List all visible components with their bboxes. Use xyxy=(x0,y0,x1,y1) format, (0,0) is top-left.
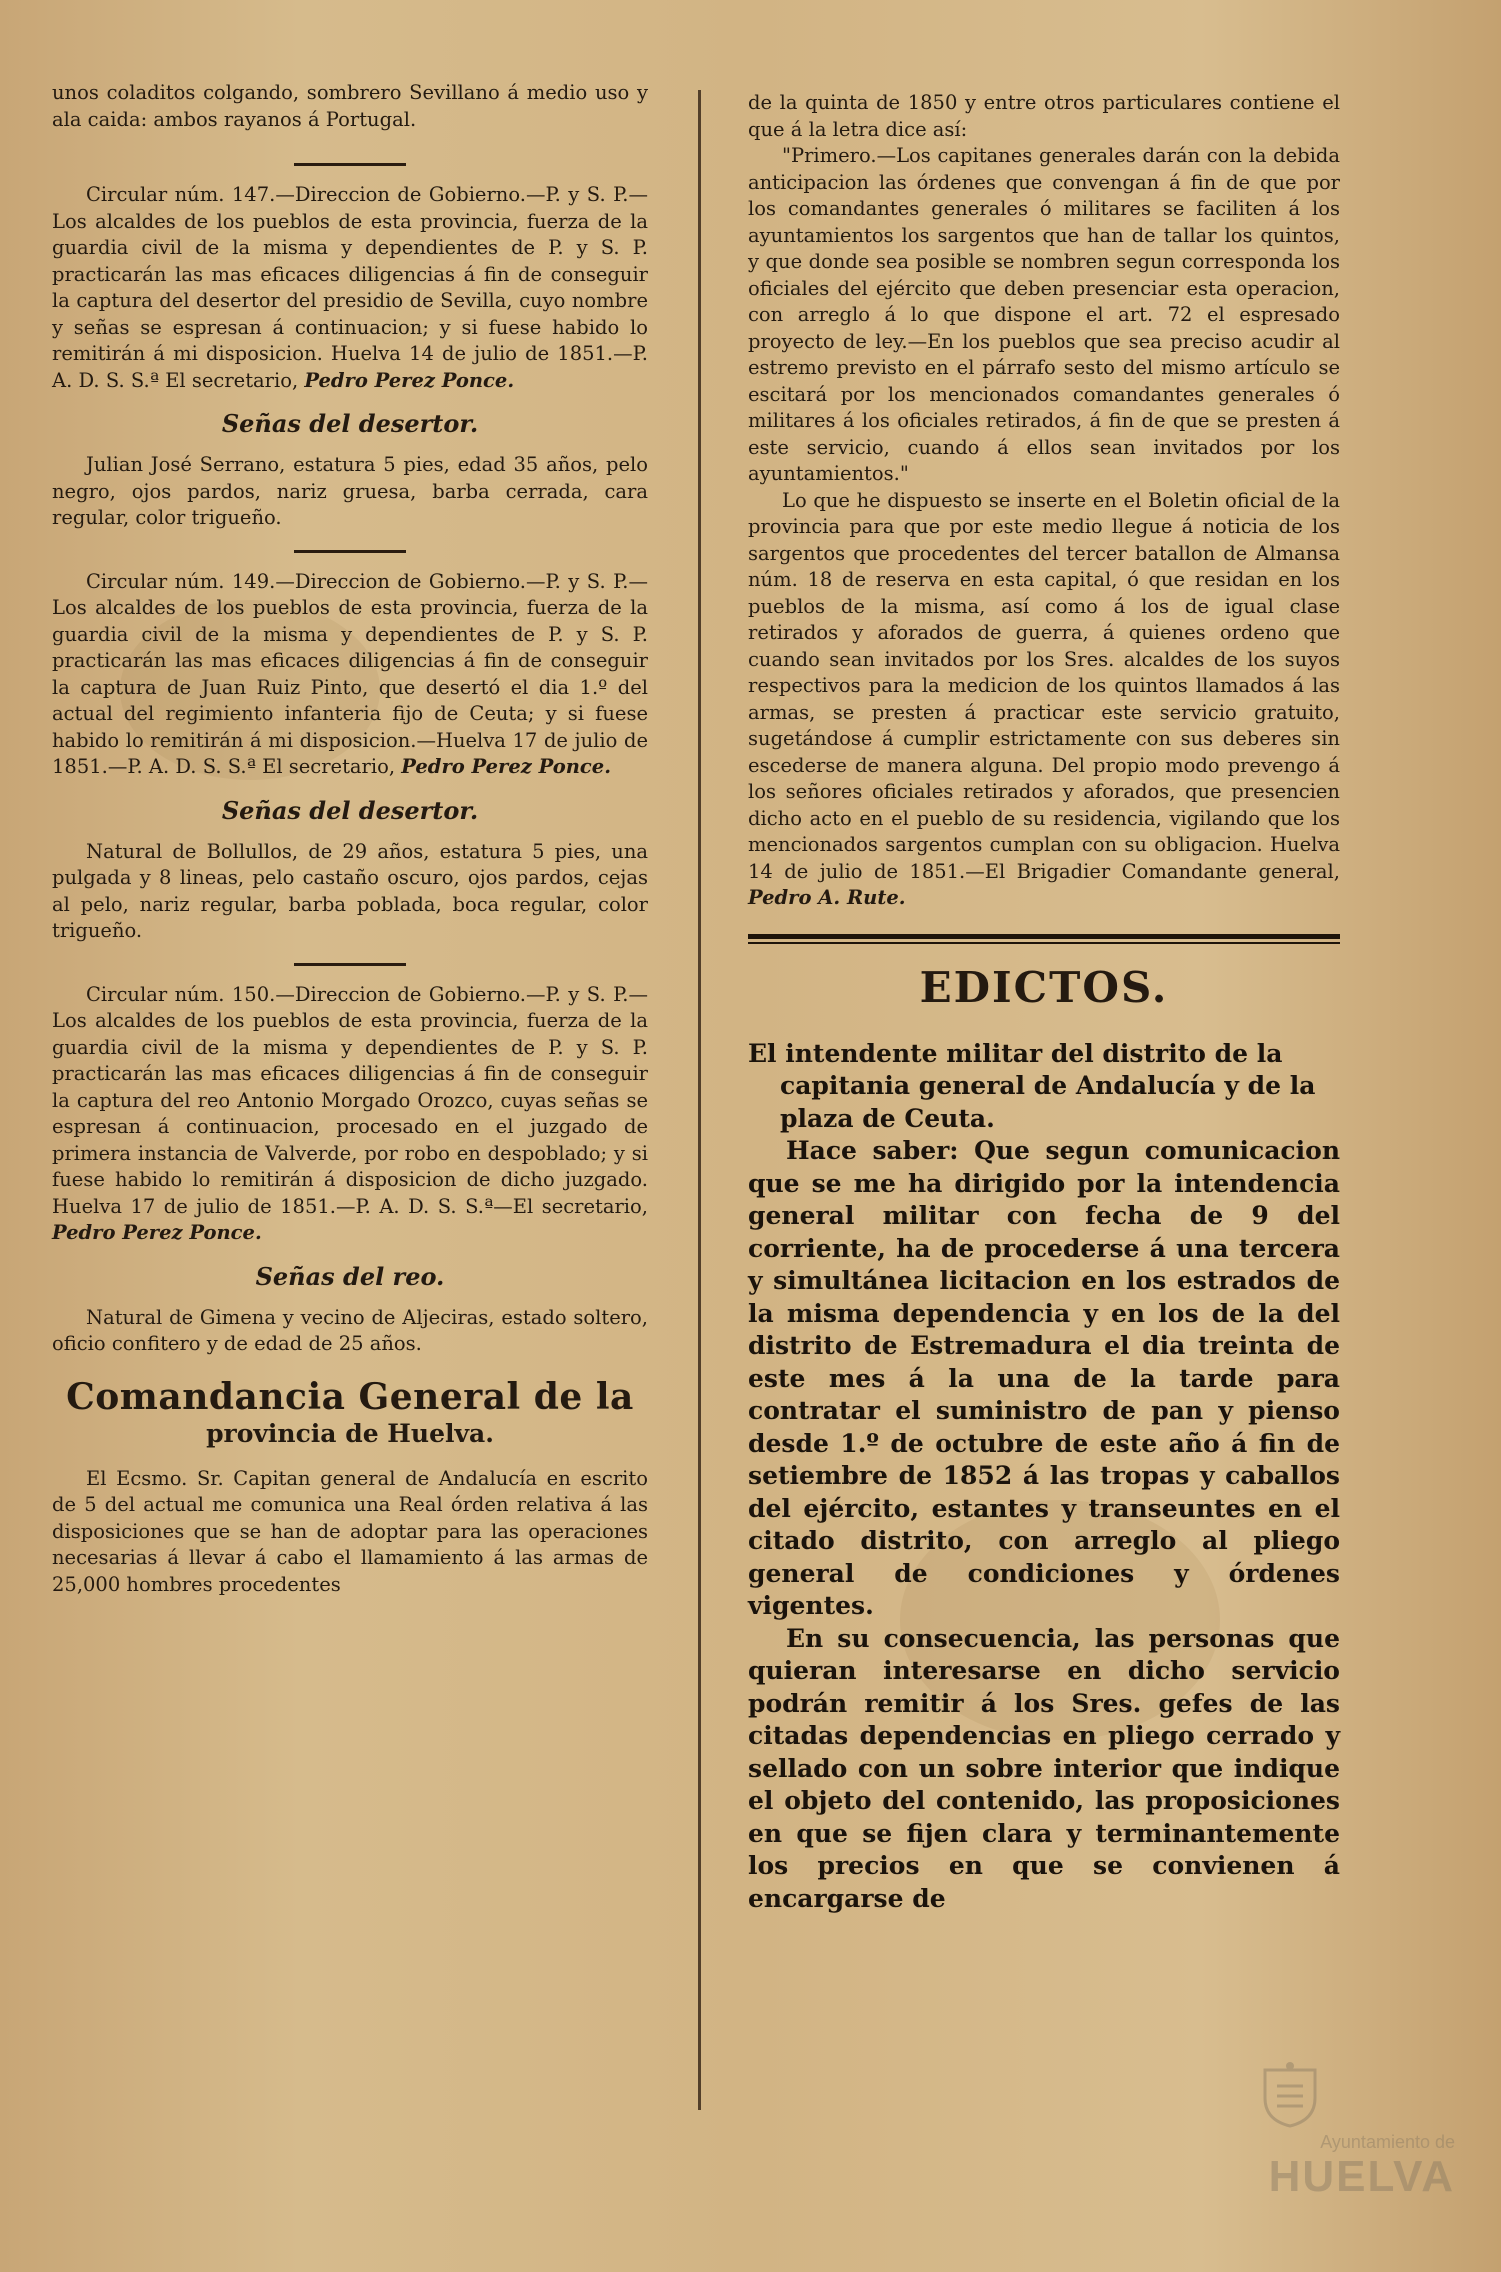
circular-147-subheading: Señas del desertor. xyxy=(221,409,479,438)
edict-section xyxy=(748,1038,1340,1916)
circular-150-text: Circular núm. 150.—Direccion de Gobierno.—P. y S. P.—Los alcaldes de los pueblos de esta provincia, fuerza de la guardia civil de la misma y dependientes de P. y S. P. practicarán las mas eficaces diligencias á fin de conseguir la captura del reo Antonio Morgado Orozco, cuyas señas se espresan á continuacion, procesado en el juzgado de primera instancia de Valverde, por robo en despoblado; y si fuese habido lo remitirán á disposicion de dicho juzgado. Huelva 17 de julio de 1851.—P. A. D. S. S.ª—El secretario, xyxy=(52,982,648,1218)
circular-149-signature: Pedro Perez Ponce. xyxy=(401,755,611,778)
coat-of-arms-icon xyxy=(1255,2060,1325,2130)
watermark-line-2: HUELVA xyxy=(1268,2152,1455,2201)
circular-149-text: Circular núm. 149.—Direccion de Gobierno.—P. y S. P.—Los alcaldes de los pueblos de esta provincia, fuerza de la guardia civil de la misma y dependientes de P. y S. P. practicarán las mas eficaces diligencias á fin de conseguir la captura de Juan Ruiz Pinto, que desertó el dia 1.º del actual del regimiento infanteria fijo de Ceuta; y si fuese habido lo remitirán á mi disposicion.—Huelva 17 de julio de 1851.—P. A. D. S. S.ª El secretario, xyxy=(52,569,648,778)
comandancia-continuation xyxy=(748,488,1340,912)
circular-149 xyxy=(52,569,648,781)
ayuntamiento-watermark xyxy=(1255,2060,1455,2220)
column-divider xyxy=(698,90,701,2110)
quoted-order: "Primero.—Los capitanes generales darán con la debida anticipacion las órdenes que convengan á fin de que por los comandantes generales ó militares se faciliten á los ayuntamientos los sargentos que han de tallar los quintos, y que donde sea posible se nombren segun corresponda los oficiales del ejército que deben presenciar esta operacion, con arreglo á lo que dispone el art. 72 el espresado proyecto de ley.—En los pueblos que sea preciso acudir al estremo previsto en el párrafo sesto del mismo artículo se escitará por los mencionados comandantes generales ó militares á los oficiales retirados, á fin de que se presten á este servicio, cuando á ellos sean invitados por los ayuntamientos." xyxy=(748,144,1340,485)
circular-150-signature: Pedro Perez Ponce. xyxy=(52,1221,262,1244)
circular-149-senas: Natural de Bollullos, de 29 años, estatura 5 pies, una pulgada y 8 lineas, pelo castaño oscuro, ojos pardos, cejas al pelo, nariz regular, barba poblada, boca regular, color trigueño. xyxy=(52,839,648,942)
comandancia-body: El Ecsmo. Sr. Capitan general de Andalucía en escrito de 5 del actual me comunica una Real órden relativa á las disposiciones que se han de adoptar para las operaciones necesarias á llevar á cabo el llamamiento á las armas de 25,000 hombres procedentes xyxy=(52,1466,648,1596)
circular-149-subheading: Señas del desertor. xyxy=(221,795,479,825)
left-column xyxy=(52,80,648,1598)
edict-heading: El intendente militar del distrito de la capitania general de Andalucía y de la plaza de Ceuta. xyxy=(748,1038,1316,1133)
separator xyxy=(294,550,406,553)
circular-150-subheading: Señas del reo. xyxy=(255,1261,445,1291)
edictos-heading: EDICTOS. xyxy=(919,962,1169,1012)
circular-147-signature: Pedro Perez Ponce. xyxy=(304,368,515,392)
comandancia-continuation-text: Lo que he dispuesto se inserte en el Boletin oficial de la provincia para que por este medio llegue á noticia de los sargentos que procedentes del tercer batallon de Almansa núm. 18 de reserva en esta capital, ó que residan en los pueblos de la misma, así como á los de igual clase retirados y aforados de guerra, á quienes ordeno que cuando sean invitados por los Sres. alcaldes de los suyos respectivos para la medicion de los quintos llamados á las armas, se presten á practicar este servicio gratuito, sugetándose á cumplir estrictamente con sus deberes sin escederse de manera alguna. Del propio modo prevengo á los señores oficiales retirados y aforados, que presencien dicho acto en el pueblo de su residencia, vigilando que los mencionados sargentos cumplan con su obligacion. Huelva 14 de julio de 1851.—El Brigadier Comandante general, xyxy=(748,488,1340,883)
circular-150-senas: Natural de Gimena y vecino de Aljeciras, estado soltero, oficio confitero y de edad de 25 años. xyxy=(52,1305,648,1355)
comandancia-signature: Pedro A. Rute. xyxy=(748,886,906,909)
separator xyxy=(294,963,406,966)
circular-150 xyxy=(52,982,648,1247)
separator xyxy=(294,163,406,166)
circular-147 xyxy=(52,182,648,394)
edict-paragraph-2: En su consecuencia, las personas que quieran interesarse en dicho servicio podrán remitir á los Sres. gefes de las citadas dependencias en pliego cerrado y sellado con un sobre interior que indique el objeto del contenido, las proposiciones en que se fijen clara y terminantemente los precios en que se convienen á encargarse de xyxy=(748,1623,1340,1913)
comandancia-subtitle: provincia de Huelva. xyxy=(206,1418,494,1448)
circular-147-senas: Julian José Serrano, estatura 5 pies, edad 35 años, pelo negro, ojos pardos, nariz gruesa, barba cerrada, cara regular, color trigueño. xyxy=(52,453,648,529)
intro-paragraph: unos coladitos colgando, sombrero Sevillano á medio uso y ala caida: ambos rayanos á Portugal. xyxy=(52,81,648,131)
circular-147-text: Circular núm. 147.—Direccion de Gobierno.—P. y S. P.—Los alcaldes de los pueblos de esta provincia, fuerza de la guardia civil de la misma y dependientes de P. y S. P. practicarán las mas eficaces diligencias á fin de conseguir la captura del desertor del presidio de Sevilla, cuyo nombre y señas se espresan á continuacion; y si fuese habido lo remitirán á mi disposicion. Huelva 14 de julio de 1851.—P. A. D. S. S.ª El secretario, xyxy=(52,183,648,392)
section-rule-thick xyxy=(748,934,1340,939)
right-column xyxy=(748,90,1340,1915)
edict-paragraph-1: Hace saber: Que segun comunicacion que se me ha dirigido por la intendencia general militar con fecha de 9 del corriente, ha de procederse á una tercera y simultánea licitacion en los estrados de la misma dependencia y en los de la del distrito de Estremadura el dia treinta de este mes á la una de la tarde para contratar el suministro de pan y pienso desde 1.º de octubre de este año á fin de setiembre de 1852 á las tropas y caballos del ejército, estantes y transeuntes en el citado distrito, con arreglo al pliego general de condiciones y órdenes vigentes. xyxy=(748,1136,1340,1620)
continuation-paragraph: de la quinta de 1850 y entre otros particulares contiene el que á la letra dice así: xyxy=(748,91,1340,141)
section-rule-thin xyxy=(748,942,1340,944)
comandancia-title: Comandancia General de la xyxy=(66,1375,634,1418)
watermark-line-1: Ayuntamiento de xyxy=(1320,2132,1455,2152)
